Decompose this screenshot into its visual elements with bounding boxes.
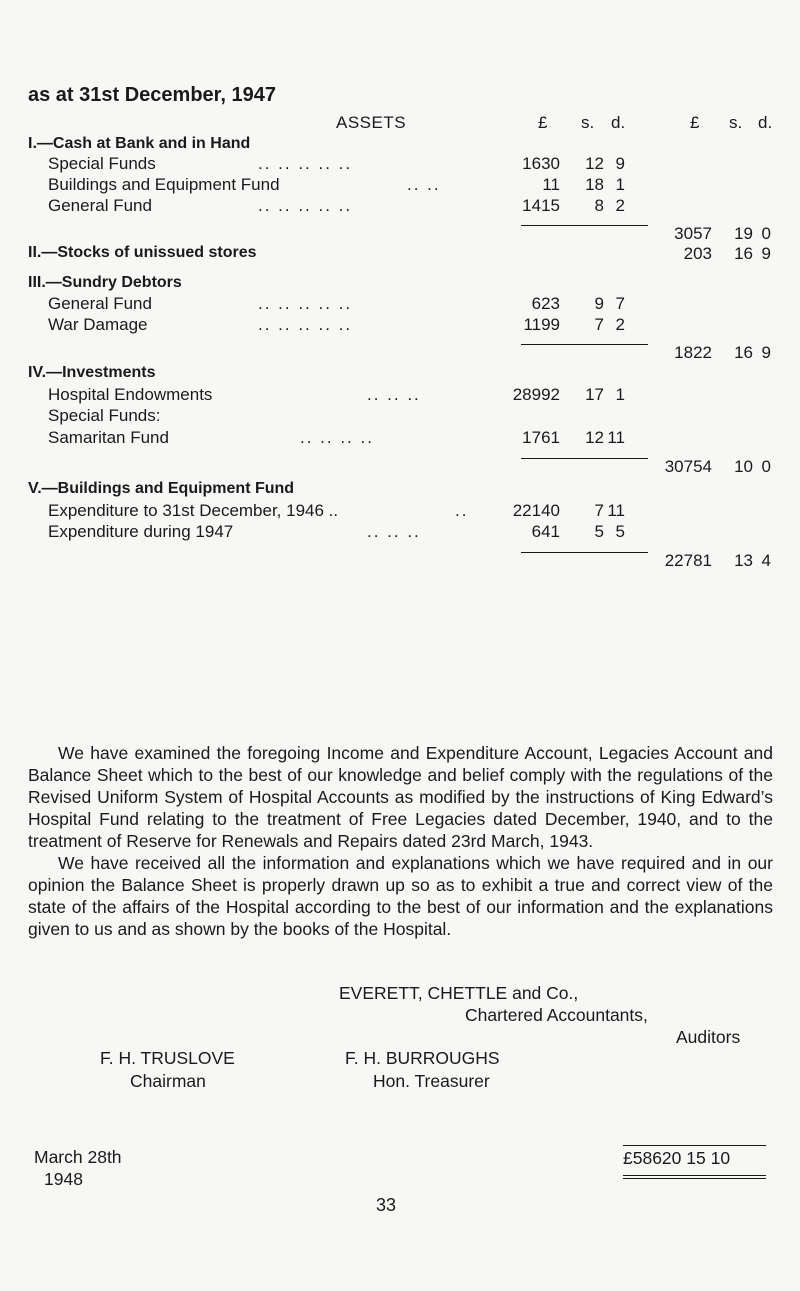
treasurer-name: F. H. BURROUGHS (345, 1048, 500, 1068)
amount-shillings: 17 (585, 385, 604, 404)
grand-total-double-rule (623, 1175, 766, 1179)
amount-pounds: 1199 (523, 315, 560, 334)
subtotal-rule (521, 344, 648, 345)
section-title: IV.—Investments (28, 364, 156, 381)
auditor-firm-name: EVERETT, CHETTLE and Co., (339, 983, 579, 1003)
auditor-role: Auditors (676, 1027, 741, 1047)
line-item-label: Buildings and Equipment Fund (48, 175, 280, 194)
amount-pence: 11 (607, 428, 625, 447)
page-number: 33 (376, 1195, 397, 1215)
report-year: 1948 (44, 1169, 83, 1189)
report-paragraph: We have received all the information and explanations which we have required and in our opinion the Balance Sheet is properly drawn up so as to exhibit a true and correct view of the state of the affairs of the Hospital according to the best of our information and the explanations given to us and as shown by the books of the Hospital. (28, 853, 773, 939)
col1-shillings-header: s. (581, 113, 595, 132)
line-item-label: Samaritan Fund (48, 428, 169, 447)
leader-dots: .. .. .. .. (300, 428, 374, 447)
chairman-title: Chairman (130, 1071, 206, 1091)
subtotal-rule (521, 552, 648, 553)
amount-shillings: 9 (594, 294, 604, 313)
total-shillings: 16 (734, 244, 753, 263)
total-pence: 0 (761, 457, 771, 476)
amount-shillings: 18 (585, 175, 604, 194)
total-shillings: 10 (734, 457, 753, 476)
total-pounds: 22781 (664, 551, 712, 570)
grand-total-rule-top (623, 1145, 766, 1146)
amount-pounds: 1630 (522, 154, 560, 173)
col1-pounds-header: £ (538, 113, 548, 132)
line-item-label: Hospital Endowments (48, 385, 213, 404)
amount-pence: 2 (615, 315, 625, 334)
col2-shillings-header: s. (729, 113, 743, 132)
amount-pounds: 28992 (512, 385, 560, 404)
section-title: III.—Sundry Debtors (28, 274, 182, 291)
section-title: V.—Buildings and Equipment Fund (28, 480, 295, 497)
line-item-label: Special Funds (48, 154, 156, 173)
leader-dots: .. .. .. (367, 522, 421, 541)
amount-shillings: 7 (594, 315, 604, 334)
chairman-name: F. H. TRUSLOVE (100, 1048, 235, 1068)
amount-pounds: 1761 (522, 428, 560, 447)
total-pence: 0 (761, 224, 771, 243)
subtotal-rule (521, 225, 648, 226)
page-title: as at 31st December, 1947 (28, 84, 276, 106)
section-title: I.—Cash at Bank and in Hand (28, 135, 251, 152)
amount-pounds: 641 (531, 522, 560, 541)
leader-dots: .. (455, 501, 469, 520)
amount-pounds: 22140 (512, 501, 560, 520)
treasurer-title: Hon. Treasurer (373, 1071, 490, 1091)
amount-shillings: 8 (594, 196, 604, 215)
col2-pence-header: d. (758, 113, 773, 132)
amount-shillings: 7 (594, 501, 604, 520)
line-item-label: Expenditure to 31st December, 1946 .. (48, 501, 339, 520)
amount-shillings: 12 (585, 428, 604, 447)
grand-total: £58620 15 10 (623, 1148, 731, 1168)
total-shillings: 13 (734, 551, 753, 570)
total-shillings: 16 (734, 343, 753, 362)
amount-shillings: 12 (585, 154, 604, 173)
amount-pounds: 623 (531, 294, 560, 313)
amount-pence: 7 (615, 294, 625, 313)
leader-dots: .. .. (407, 175, 441, 194)
total-shillings: 19 (734, 224, 753, 243)
total-pence: 9 (761, 244, 771, 263)
col1-pence-header: d. (611, 113, 626, 132)
total-pence: 9 (761, 343, 771, 362)
auditor-title: Chartered Accountants, (465, 1005, 648, 1025)
subtotal-rule (521, 458, 648, 459)
assets-heading: ASSETS (336, 113, 407, 132)
amount-pence: 11 (607, 501, 625, 520)
amount-pence: 1 (615, 385, 625, 404)
report-date: March 28th (34, 1147, 122, 1167)
amount-shillings: 5 (594, 522, 604, 541)
total-pounds: 1822 (674, 343, 712, 362)
amount-pounds: 11 (542, 175, 560, 194)
leader-dots: .. .. .. (367, 385, 421, 404)
line-item-label: Special Funds: (48, 406, 161, 425)
total-pence: 4 (761, 551, 771, 570)
leader-dots: .. .. .. .. .. (258, 196, 353, 215)
line-item-label: Expenditure during 1947 (48, 522, 234, 541)
amount-pounds: 1415 (522, 196, 560, 215)
report-paragraph: We have examined the foregoing Income and Expenditure Account, Legacies Account and Balance Sheet which to the best of our knowledge and belief comply with the regulations of the Revised Uniform System of Hospital Accounts as modified by the instructions of King Edward’s Hospital Fund relating to the treatment of Free Legacies dated December, 1940, and to the treatment of Reserve for Renewals and Repairs dated 23rd March, 1943. (28, 743, 773, 851)
auditors-report (28, 742, 773, 940)
col2-pounds-header: £ (690, 113, 700, 132)
leader-dots: .. .. .. .. .. (258, 294, 353, 313)
line-item-label: War Damage (48, 315, 148, 334)
amount-pence: 9 (615, 154, 625, 173)
line-item-label: General Fund (48, 294, 152, 313)
amount-pence: 5 (615, 522, 625, 541)
leader-dots: .. .. .. .. .. (258, 315, 353, 334)
section-title: II.—Stocks of unissued stores (28, 244, 257, 261)
leader-dots: .. .. .. .. .. (258, 154, 353, 173)
line-item-label: General Fund (48, 196, 152, 215)
total-pounds: 30754 (664, 457, 712, 476)
amount-pence: 1 (615, 175, 625, 194)
total-pounds: 3057 (674, 224, 712, 243)
total-pounds: 203 (683, 244, 712, 263)
amount-pence: 2 (615, 196, 625, 215)
